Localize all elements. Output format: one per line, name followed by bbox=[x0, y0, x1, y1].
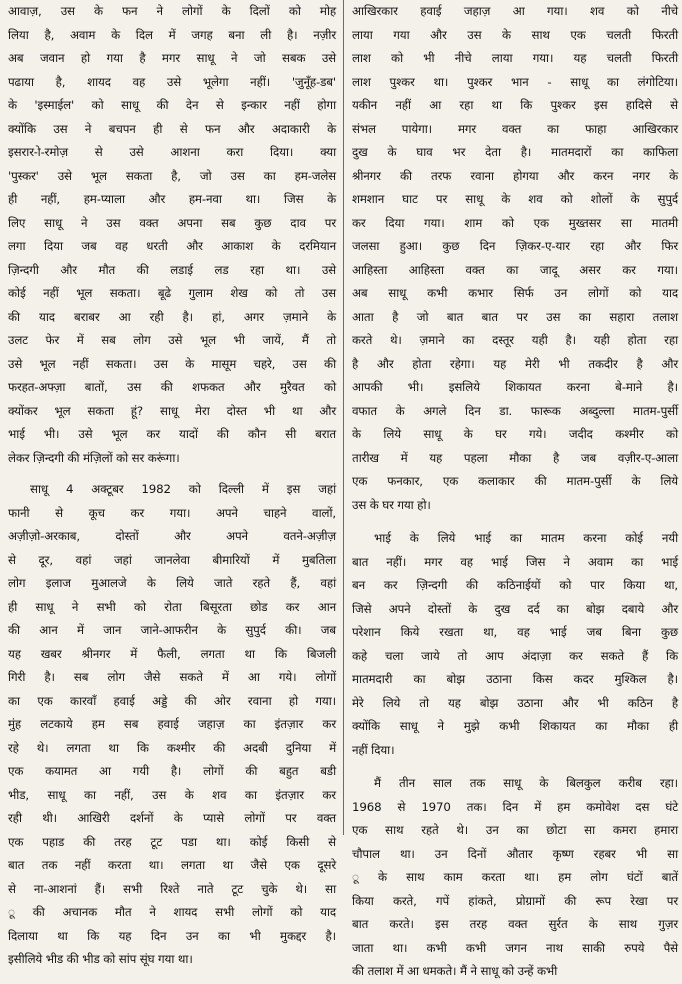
text-line: से दूर, वहां जहां जानलेवा बीमारियों में मुबतिला bbox=[8, 552, 336, 567]
text-line: लाश पुश्कर था। पुश्कर भान - साधू का लंगोटिया। bbox=[352, 74, 678, 89]
text-line: जिसे अपने दोस्तों के दुख दर्द का बोझ दबाये और bbox=[352, 601, 678, 616]
text-line: क्योंकि साधू ने मुझे कभी शिकायत का मौका ही bbox=[352, 719, 678, 733]
text-line: 1968 से 1970 तक। दिन में हम कमोवेश दस घंटे bbox=[352, 799, 678, 814]
text-line: श्रीनगर की तरफ रवाना होगया और करन नगर के bbox=[352, 168, 678, 183]
text-line: मुंह लटकाये हम सब हवाई जहाज़ का इंतज़ार कर bbox=[8, 717, 336, 731]
text-line: आवाज़, उस के फन ने लोगों के दिलों को मोह bbox=[8, 4, 336, 18]
text-line: अज़ीज़ो-अरकाब, दोस्तों और अपने वतने-अज़ीज़ bbox=[8, 529, 336, 543]
text-line: मेरे लिये तो यह बोझ उठाना और भी कठिन है bbox=[352, 695, 678, 710]
text-line: ही नहीं, हम-प्याला और हम-नवा था। जिस के bbox=[8, 192, 336, 206]
paragraph-gap bbox=[8, 470, 336, 478]
text-line: है और होता रहेगा। यह मेरी भी तकदीर है और bbox=[352, 356, 678, 371]
text-line: तारीख में यह पहला मौका है जब वज़ीर-ए-आला bbox=[352, 450, 678, 465]
text-line: ज़िन्दगी और मौत की लडाई लड रहा था। उसे bbox=[8, 262, 336, 277]
paragraph bbox=[8, 478, 336, 972]
paragraph bbox=[8, 0, 336, 470]
text-line: भाई भी। उसे भूल कर यादों की कौन सी बरात bbox=[8, 427, 336, 441]
text-line: इसीलिये भीड की भीड को सांप सूंघ गया था। bbox=[8, 952, 193, 966]
text-line: दुख के घाव भर देता है। मातमदारों का काफिला bbox=[352, 145, 678, 159]
text-line: लाया गया और उस के साथ एक चलती फिरती bbox=[352, 27, 678, 42]
paragraph bbox=[352, 772, 678, 984]
text-line: गिरी है। सब लोग जैसे सकते में आ गये। लोगों bbox=[8, 670, 336, 684]
text-line: फानी से कूच कर गया। अपने चाहने वालों, bbox=[8, 505, 336, 520]
text-line: के लिये साधू के घर गये। जदीद कश्मीर को bbox=[352, 427, 678, 441]
text-line: की याद बराबर आ रही है। हां, अगर ज़माने के bbox=[8, 309, 336, 324]
text-line: यह खबर श्रीनगर में फैली, लगता था कि बिजली bbox=[8, 646, 336, 661]
text-line: उसे भूल नहीं सकता। उस के मासूम चहरे, उस की bbox=[8, 356, 336, 371]
text-line: एक कयामत आ गयी है। लोगों की बहुत बडी bbox=[8, 764, 336, 778]
text-line: वफात के अगले दिन डा. फारूक अब्दुल्ला मातम-पुर्सी bbox=[352, 403, 678, 418]
text-line: के 'इस्माईल' को साधू की देन से इन्कार नहीं होगा bbox=[8, 98, 336, 112]
paragraph-gap bbox=[352, 762, 678, 772]
text-line: की आन में जान जाने-आफरीन के सुपुर्द की। जब bbox=[8, 623, 336, 637]
text-line: का एक कारवाँ हवाई अड्डे की ओर रवाना हो गया। bbox=[8, 693, 336, 708]
text-line: संभल पायेगा। मगर वक्त का फाहा आखिरकार bbox=[352, 121, 678, 136]
text-line: जाता था। कभी कभी जगन नाथ साकी रुपये पैसे bbox=[352, 940, 678, 955]
text-line: की तलाश में आ धमकते। मैं ने साधू को उन्हें कभी bbox=[352, 964, 558, 978]
text-line: एक पहाड की तरह टूट पडा था। कोई किसी से bbox=[8, 834, 336, 849]
text-line: जलसा हुआ। कुछ दिन ज़िकर-ए-यार रहा और फिर bbox=[352, 239, 678, 253]
text-line: उस के घर गया हो। bbox=[352, 497, 431, 512]
text-line: क्योंकर भूल सकता हूं? साधू मेरा दोस्त भी था और bbox=[8, 403, 336, 418]
text-line: किया करते, गपें हांकते, प्रोग्रामों की रूप रेखा पर bbox=[352, 893, 678, 908]
text-line: कोई नहीं भूल सकता। बूढे गुलाम शेख को तो उस bbox=[8, 286, 336, 300]
paragraph-gap bbox=[352, 517, 678, 527]
text-line: यकीन नहीं आ रहा था कि पुश्कर इस हादिसे से bbox=[352, 98, 678, 112]
text-line: अब साधू कभी कभार सिर्फ उन लोगों को याद bbox=[352, 286, 678, 300]
text-line: पढाया है, शायद वह उसे भूलेगा नहीं। 'जुनूँह-डब' bbox=[8, 74, 336, 89]
text-line: शमशान घाट पर साधू के शव को शोलों के सुपुर्द bbox=[352, 192, 678, 206]
text-line: ू के साथ काम करता था। हम लोग घंटों बातें bbox=[352, 870, 678, 884]
text-line: चौपाल था। उन दिनों औतार कृष्ण रहबर भी सा bbox=[352, 846, 678, 861]
text-line: रहे थे। लगता था कि कश्मीर की अदबी दुनिया में bbox=[8, 740, 336, 755]
text-line: परेशान किये रखता था, वह भाई जब बिना कुछ bbox=[352, 625, 678, 639]
text-line: मैं तीन साल तक साधू के बिलकुल करीब रहा। bbox=[374, 776, 678, 790]
paragraph bbox=[352, 0, 678, 517]
text-line: मातमदारी का बोझ उठाना किस कदर मुश्किल है। bbox=[352, 672, 678, 686]
text-line: भाई के लिये भाई का मातम करना कोई नयी bbox=[374, 531, 678, 545]
column-divider bbox=[343, 0, 344, 835]
text-line: इसरार-ो-रमोज़ से उसे आशना करा दिया। क्या bbox=[8, 145, 336, 159]
text-line: आहिस्ता आहिस्ता वक्त का जादू असर कर गया। bbox=[352, 262, 678, 277]
text-line: बात नहीं। मगर वह भाई जिस ने अवाम का भाई bbox=[352, 554, 678, 569]
text-line: लाश को भी नीचे लाया गया। यह चलती फिरती bbox=[352, 51, 678, 65]
text-line: रही थी। आखिरी दर्शनों के प्यासे लोगों पर वक्त bbox=[8, 811, 336, 825]
text-line: 'पुस्कर' उसे भूल सकता है, जो उस का हम-जलेस bbox=[8, 168, 336, 183]
text-line: बात करते। इस तरह वक्त सुर्रत के साथ गुज़र bbox=[352, 917, 678, 931]
text-line: उलट फेर में सब लोग उसे भूल भी जायें, मैं तो bbox=[8, 333, 336, 347]
text-line: क्योंकि उस ने बचपन ही से फन और अदाकारी के bbox=[8, 121, 336, 136]
paragraph bbox=[352, 527, 678, 762]
text-line: नहीं दिया। bbox=[352, 742, 395, 757]
text-line: भीड, साधू का नहीं, उस के शव का इंतज़ार कर bbox=[8, 787, 336, 802]
text-line: कर दिया गया। शाम को एक मुख्तसर सा मातमी bbox=[352, 215, 678, 230]
text-line: लगा दिया जब वह धरती और आकाश के दरमियान bbox=[8, 239, 336, 253]
text-line: फरहत-अफ्ज़ा बातों, उस की शफकत और मुरैवत को bbox=[8, 380, 336, 394]
text-line: साधू 4 अक्टूबर 1982 को दिल्ली में इस जहां bbox=[30, 482, 336, 496]
text-line: ू की अचानक मौत ने शायद सभी लोगों को याद bbox=[8, 905, 336, 919]
text-line: लिए साधू ने उस वक्त अपना सब कुछ दाव पर bbox=[8, 215, 336, 230]
text-line: एक फनकार, एक कलाकार की मातम-पुर्सी के लिये bbox=[352, 474, 678, 488]
text-line: बात तक नहीं करता था। लगता था जैसे एक दूसरे bbox=[8, 858, 336, 872]
text-line: आता है जो बात बात पर उस का सहारा तलाश bbox=[352, 309, 678, 324]
text-line: लोग इलाज मुआलजे के लिये जाते रहते हैं, वहां bbox=[8, 576, 336, 590]
left-column bbox=[8, 0, 336, 966]
text-line: ही साधू ने सभी को रोता बिसूरता छोड कर आन bbox=[8, 599, 336, 614]
text-line: आखिरकार हवाई जहाज़ आ गया। शव को नीचे bbox=[352, 4, 678, 18]
text-line: एक साथ रहते थे। उन का छोटा सा कमरा हमारा bbox=[352, 823, 678, 837]
text-line: आपकी भी। इसलिये शिकायत करना बे-माने है। bbox=[352, 380, 678, 394]
text-line: बन कर ज़िन्दगी की कठिनाईयों को पार किया था, bbox=[352, 578, 678, 592]
text-line: अब जवान हो गया है मगर साधू ने जो सबक उसे bbox=[8, 51, 336, 65]
text-line: लेकर ज़िन्दगी की मंज़िलों को सर करूंगा। bbox=[8, 450, 180, 465]
text-line: लिया है, अवाम के दिल में जगह बना ली है। नज़ीर bbox=[8, 27, 336, 42]
text-line: करते थे। ज़माने का दस्तूर यही है। यही होता रहा bbox=[352, 333, 678, 347]
right-column bbox=[352, 0, 678, 978]
text-line: कहे चला जाये तो आप अंदाज़ा कर सकते हैं कि bbox=[352, 648, 678, 663]
text-line: से ना-आशनां हैं। सभी रिश्ते नाते टूट चुके थे। सा bbox=[8, 881, 336, 896]
text-line: दिलाया था कि यह दिन उन का भी मुकद्दर है। bbox=[8, 928, 336, 943]
